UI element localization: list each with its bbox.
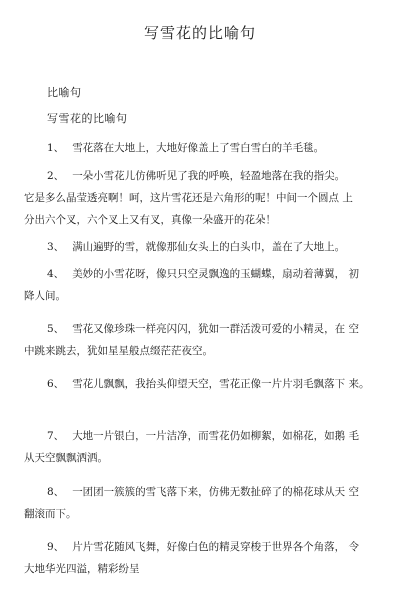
list-item [0, 137, 400, 159]
item-number: 4、 [47, 268, 65, 280]
item-text: 一团团一簇簇的雪飞落下来，仿佛无数扯碎了的棉花球从天 空 [72, 486, 360, 498]
item-text: 降人间。 [24, 290, 66, 302]
item-text: 大地一片银白，一片洁净，而雪花仍如柳絮，如棉花，如鹅 毛 [72, 430, 360, 442]
item-text: 雪花儿飘飘，我抬头仰望天空，雪花正像一片片羽毛飘落下 来。 [72, 378, 370, 390]
list-item [0, 236, 400, 258]
list-item [0, 425, 400, 469]
item-text: 片片雪花随风飞舞，好像白色的精灵穿梭于世界各个角落， 令 [72, 541, 360, 553]
item-text: 雪花又像珍珠一样亮闪闪，犹如一群活泼可爱的小精灵，在 空 [72, 323, 360, 335]
list-item [0, 263, 400, 307]
page-title: 写雪花的比喻句 [143, 24, 256, 42]
item-number: 9、 [47, 541, 65, 553]
item-text: 美妙的小雪花呀，像只只空灵飘逸的玉蝴蝶，扇动着薄翼， 初 [72, 268, 360, 280]
list-item [0, 536, 400, 580]
list-item [0, 373, 400, 395]
item-number: 2、 [47, 170, 65, 182]
item-number: 1、 [47, 142, 65, 154]
item-number: 6、 [47, 378, 65, 390]
item-number: 3、 [47, 241, 65, 253]
list-item [0, 481, 400, 525]
list-item [0, 318, 400, 362]
section-subheading: 写雪花的比喻句 [47, 112, 128, 125]
item-text: 一朵小雪花儿仿佛听见了我的呼唤，轻盈地落在我的指尖。 [72, 170, 346, 182]
section-heading: 比喻句 [47, 86, 82, 99]
item-text: 满山遍野的雪，就像那仙女头上的白头巾，盖在了大地上。 [72, 241, 346, 253]
item-text: 从天空飘飘洒洒。 [24, 452, 108, 464]
item-number: 8、 [47, 486, 65, 498]
item-number: 7、 [47, 430, 65, 442]
item-number: 5、 [47, 323, 65, 335]
item-text: 雪花落在大地上，大地好像盖上了雪白雪白的羊毛毯。 [72, 142, 325, 154]
item-text: 翻滚而下。 [24, 508, 77, 520]
item-text: 它是多么晶莹透亮啊！呵，这片雪花还是六角形的呢！中间一个圆点 上 [24, 192, 353, 204]
list-item [0, 165, 400, 231]
item-text: 大地华光四溢，精彩纷呈 [24, 563, 140, 575]
item-text: 分出六个叉，六个叉上又有叉，真像一朵盛开的花朵！ [24, 214, 276, 226]
item-text: 中跳来跳去，犹如星星般点缀茫茫夜空。 [24, 345, 213, 357]
